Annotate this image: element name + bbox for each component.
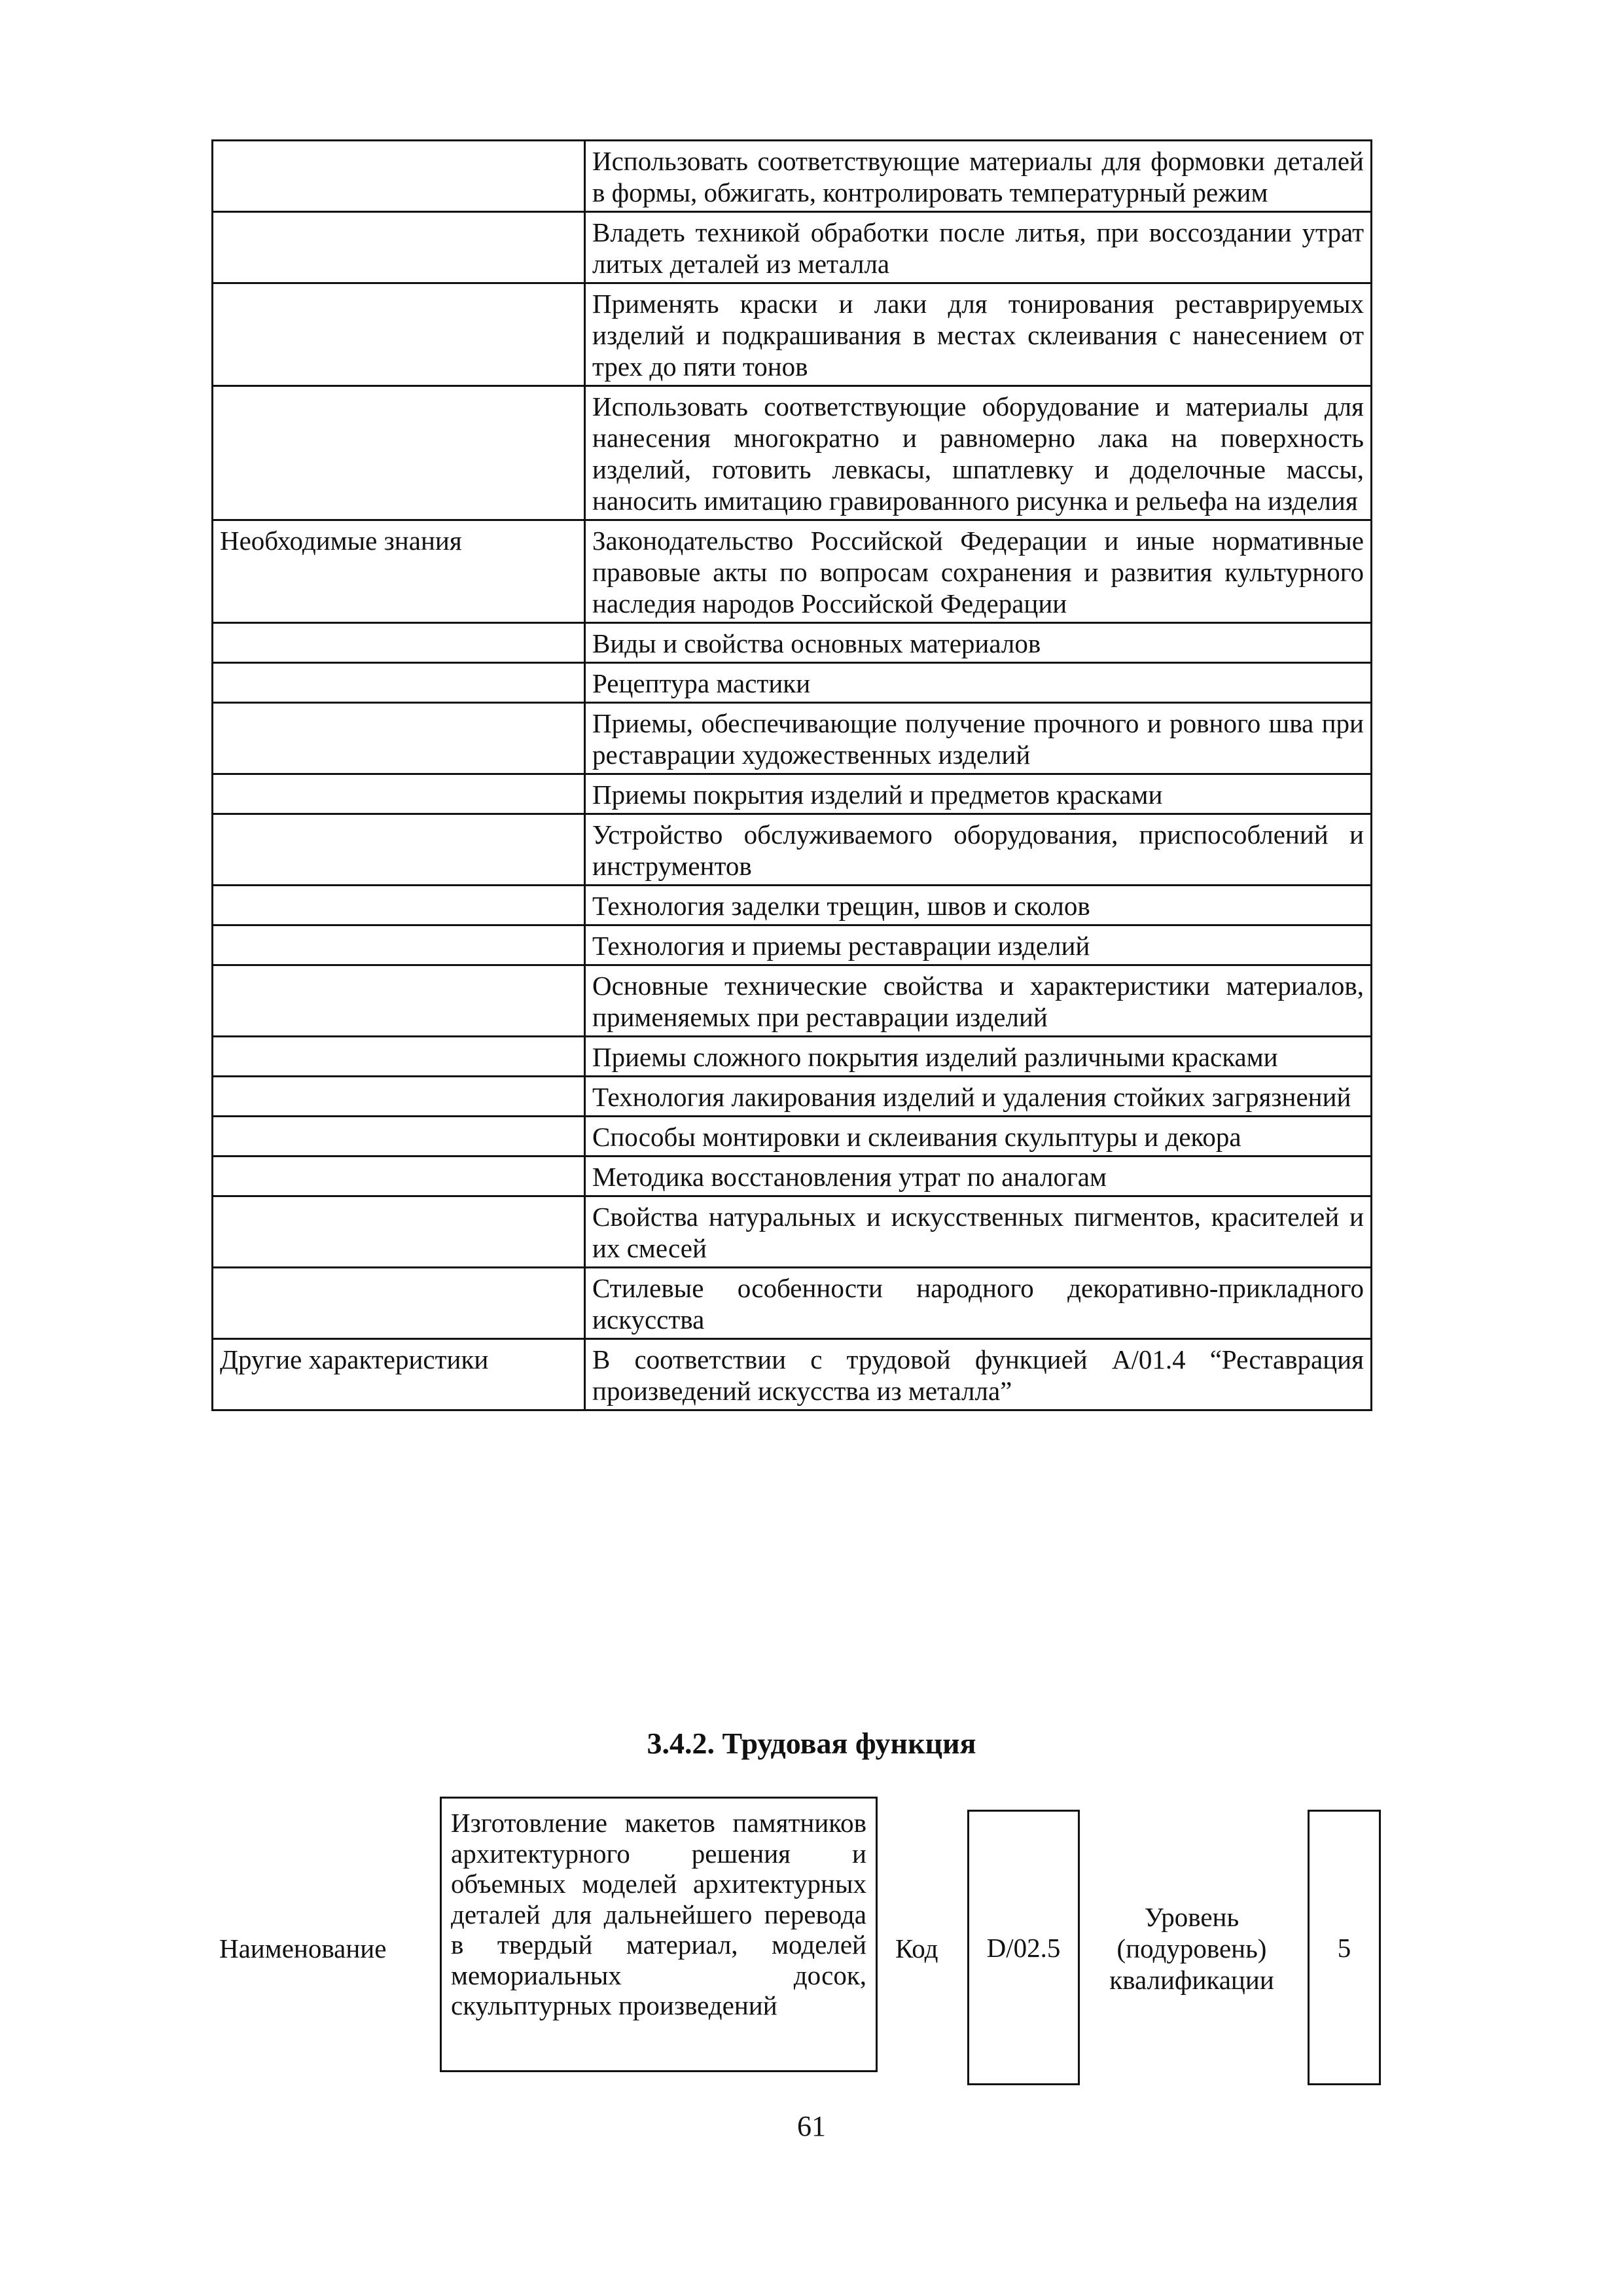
table-row xyxy=(213,283,1372,386)
table-row xyxy=(213,1037,1372,1077)
row-label xyxy=(213,1117,585,1157)
qualification-level-value: 5 xyxy=(1337,1932,1351,1963)
table-row xyxy=(213,1339,1372,1410)
table-row xyxy=(213,1196,1372,1268)
row-text: Владеть техникой обработки после литья, при воссоздании утрат литых деталей из металла xyxy=(585,212,1372,283)
row-label xyxy=(213,1037,585,1077)
row-label xyxy=(213,212,585,283)
row-text: Свойства натуральных и искусственных пигментов, красителей и их смесей xyxy=(585,1196,1372,1268)
table-row xyxy=(213,925,1372,965)
row-text: Основные технические свойства и характеристики материалов, применяемых при реставрации изделий xyxy=(585,965,1372,1037)
row-label: Необходимые знания xyxy=(213,520,585,623)
table-row xyxy=(213,1117,1372,1157)
row-text: Способы монтировки и склеивания скульптуры и декора xyxy=(585,1117,1372,1157)
row-text: Рецептура мастики xyxy=(585,663,1372,703)
row-text: Приемы, обеспечивающие получение прочного и ровного шва при реставрации художественных изделий xyxy=(585,703,1372,774)
page-number: 61 xyxy=(797,2110,826,2142)
row-text: Технология и приемы реставрации изделий xyxy=(585,925,1372,965)
row-label xyxy=(213,283,585,386)
section-heading: 3.4.2. Трудовая функция xyxy=(647,1727,976,1760)
row-text: Технология заделки трещин, швов и сколов xyxy=(585,886,1372,925)
table-row xyxy=(213,965,1372,1037)
qualification-level-box xyxy=(1308,1810,1381,2085)
row-text: Использовать соответствующие оборудование и материалы для нанесения многократно и равномерно лака на поверхность изделий, готовить левкасы, шпатлевку и доделочные массы, наносить имитацию гравированного рисунка и рельефа на изделия xyxy=(585,386,1372,520)
row-label xyxy=(213,1157,585,1196)
row-text: Приемы сложного покрытия изделий различными красками xyxy=(585,1037,1372,1077)
row-text: Технология лакирования изделий и удаления стойких загрязнений xyxy=(585,1077,1372,1117)
table-row xyxy=(213,886,1372,925)
table-row xyxy=(213,212,1372,283)
row-label: Другие характеристики xyxy=(213,1339,585,1410)
row-label xyxy=(213,886,585,925)
row-text: Приемы покрытия изделий и предметов красками xyxy=(585,774,1372,814)
knowledge-skills-table xyxy=(211,139,1372,1411)
table-row xyxy=(213,1268,1372,1339)
table-row xyxy=(213,386,1372,520)
table-row xyxy=(213,703,1372,774)
row-label xyxy=(213,774,585,814)
code-value: D/02.5 xyxy=(986,1932,1061,1963)
row-text: Виды и свойства основных материалов xyxy=(585,623,1372,663)
row-label xyxy=(213,1196,585,1268)
table-row xyxy=(213,663,1372,703)
row-text: Использовать соответствующие материалы для формовки деталей в формы, обжигать, контролировать температурный режим xyxy=(585,141,1372,212)
code-label: Код xyxy=(895,1933,938,1964)
row-label xyxy=(213,1077,585,1117)
row-label xyxy=(213,965,585,1037)
name-label: Наименование xyxy=(219,1933,387,1964)
row-label xyxy=(213,141,585,212)
table-row xyxy=(213,623,1372,663)
table-row xyxy=(213,1077,1372,1117)
row-label xyxy=(213,1268,585,1339)
row-text: Устройство обслуживаемого оборудования, приспособлений и инструментов xyxy=(585,814,1372,886)
table-row xyxy=(213,141,1372,212)
row-label xyxy=(213,663,585,703)
code-value-box xyxy=(967,1810,1080,2085)
row-text: Методика восстановления утрат по аналогам xyxy=(585,1157,1372,1196)
row-label xyxy=(213,925,585,965)
table-row xyxy=(213,814,1372,886)
row-text: В соответствии с трудовой функцией A/01.4 “Реставрация произведений искусства из металла” xyxy=(585,1339,1372,1410)
row-text: Стилевые особенности народного декоративно-прикладного искусства xyxy=(585,1268,1372,1339)
qualification-level-label: Уровень (подуровень) квалификации xyxy=(1109,1902,1274,1995)
row-label xyxy=(213,814,585,886)
table-row xyxy=(213,774,1372,814)
row-text: Применять краски и лаки для тонирования реставрируемых изделий и подкрашивания в местах склеивания с нанесением от трех до пяти тонов xyxy=(585,283,1372,386)
name-value-box: Изготовление макетов памятников архитектурного решения и объемных моделей архитектурных деталей для дальнейшего перевода в твердый материал, моделей мемориальных досок, скульптурных произведений xyxy=(440,1797,878,2072)
table-row xyxy=(213,1157,1372,1196)
row-label xyxy=(213,623,585,663)
table-row xyxy=(213,520,1372,623)
row-label xyxy=(213,386,585,520)
row-label xyxy=(213,703,585,774)
row-text: Законодательство Российской Федерации и иные нормативные правовые акты по вопросам сохранения и развития культурного наследия народов Российской Федерации xyxy=(585,520,1372,623)
